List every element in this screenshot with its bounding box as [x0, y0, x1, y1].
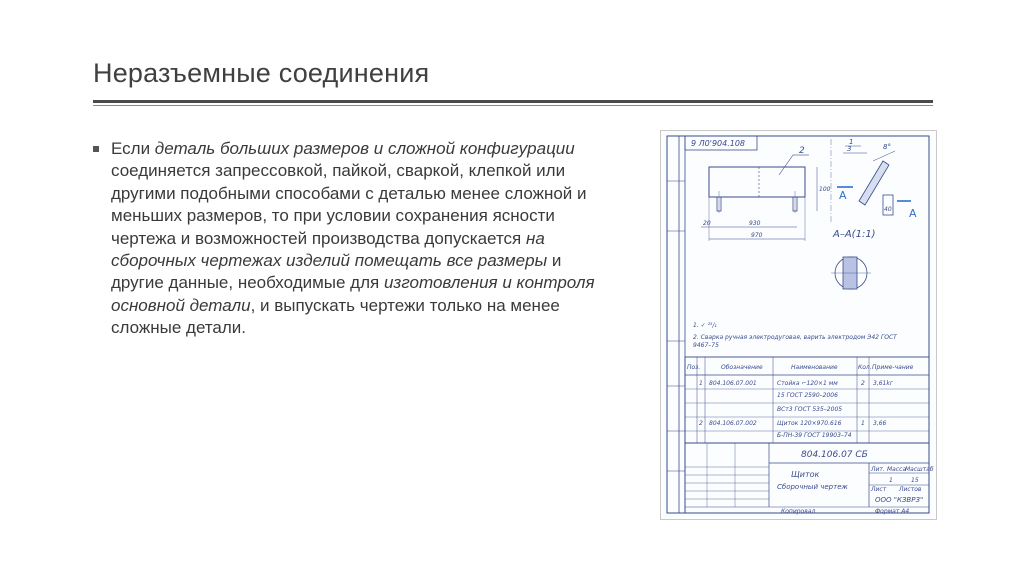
col-pos: Поз. — [687, 364, 701, 371]
bullet-emphasis: изготовления и контроля основной детали — [111, 273, 595, 315]
angle-label: 8° — [883, 143, 891, 151]
stamp-sheet-label: Лист — [871, 486, 887, 493]
stamp-mass-label: Масса — [887, 466, 907, 473]
assembly-drawing — [660, 130, 937, 520]
stamp-mass: 15 — [911, 477, 919, 484]
row-qty: 2 — [861, 380, 865, 387]
stamp-scale-label: Масштаб — [905, 466, 934, 473]
row-designation: 804.106.07.001 — [709, 380, 757, 387]
dim-width: 930 — [749, 220, 761, 227]
stamp-sheets-label: Листов — [899, 486, 922, 493]
row-name: 15 ГОСТ 2590–2006 — [777, 392, 838, 399]
dim-overall: 970 — [751, 232, 763, 239]
weld-plate — [859, 161, 889, 205]
row-note: 3,61kг — [873, 380, 893, 387]
bullet-text-part: Если — [111, 139, 155, 158]
part-number-label: 2 — [799, 146, 805, 156]
stamp-qty: 1 — [889, 477, 893, 484]
stamp-subtitle: Сборочный чертеж — [777, 483, 848, 491]
stamp-copied: Копировал — [781, 508, 816, 515]
leader-40: 40 — [884, 206, 892, 213]
part-front-view — [709, 167, 805, 197]
col-qty: Кол. — [858, 364, 872, 371]
dim-left: 20 — [703, 220, 711, 227]
stamp-format: Формат А4 — [875, 508, 910, 515]
section-arrow-a-left: А — [839, 189, 847, 202]
section-label: А–А(1:1) — [833, 229, 876, 240]
bullet-emphasis: на сборочных чертежах изделий помещать все размеры — [111, 228, 548, 271]
bullet-text-part: , и выпускать чертежи только на менее сложные детали. — [111, 295, 560, 338]
dim-height: 100 — [819, 186, 831, 193]
col-name: Наименование — [791, 364, 838, 371]
stamp-doc-code: 804.106.07 СБ — [801, 450, 868, 460]
bullet-text — [111, 138, 613, 340]
note-line: 9467–75 — [693, 342, 719, 349]
row-name: Щиток 120×970.616 — [777, 420, 842, 427]
row-pos: 2 — [699, 420, 703, 427]
col-designation: Обозначение — [721, 364, 763, 371]
detail-note-3: 3 — [847, 145, 852, 153]
stamp-lit-label: Лит. — [871, 466, 885, 473]
slide-title: Неразъемные соединения — [93, 58, 430, 88]
col-note: Приме-чание — [872, 364, 914, 371]
section-arrow-a-right: А — [909, 207, 917, 220]
bullet-emphasis: деталь больших размеров и сложной конфигурации — [154, 139, 575, 158]
row-qty: 1 — [861, 420, 865, 427]
detail-note-1: 1 — [849, 138, 854, 146]
row-designation: 804.106.07.002 — [709, 420, 757, 427]
row-pos: 1 — [699, 380, 703, 387]
title-divider-thick — [93, 100, 933, 103]
note-line: 2. Сварка ручная электродуговая, варить электродом Э42 ГОСТ — [693, 334, 897, 341]
row-name: Б-ПН-39 ГОСТ 19903–74 — [777, 432, 852, 439]
row-name: Стойка ⌐120×1 мм — [777, 380, 838, 387]
header-code: 9 Л0'904.108 — [691, 139, 746, 148]
leader-line — [779, 155, 793, 175]
assembly-drawing-svg — [661, 131, 936, 519]
bullet-item — [93, 138, 613, 340]
stamp-title: Щиток — [791, 470, 820, 479]
stamp-company: ООО "КЗВРЗ" — [875, 496, 924, 504]
note-line: 1. ✓ ²⁵/₁ — [693, 322, 717, 329]
bullet-text-part: соединяется запрессовкой, пайкой, сваркой, клепкой или другими подобными способами с деталью менее сложной и меньших размеров, то при условии сохранения ясности чертежа и возможностей производства допускается — [111, 161, 587, 248]
bullet-text-part: и другие данные, необходимые для — [111, 251, 562, 293]
title-divider-thin — [93, 105, 933, 106]
row-note: 3,66 — [873, 420, 887, 427]
bullet-square-icon — [93, 146, 99, 152]
row-name: ВСт3 ГОСТ 535–2005 — [777, 406, 843, 413]
angle-line — [873, 151, 895, 161]
